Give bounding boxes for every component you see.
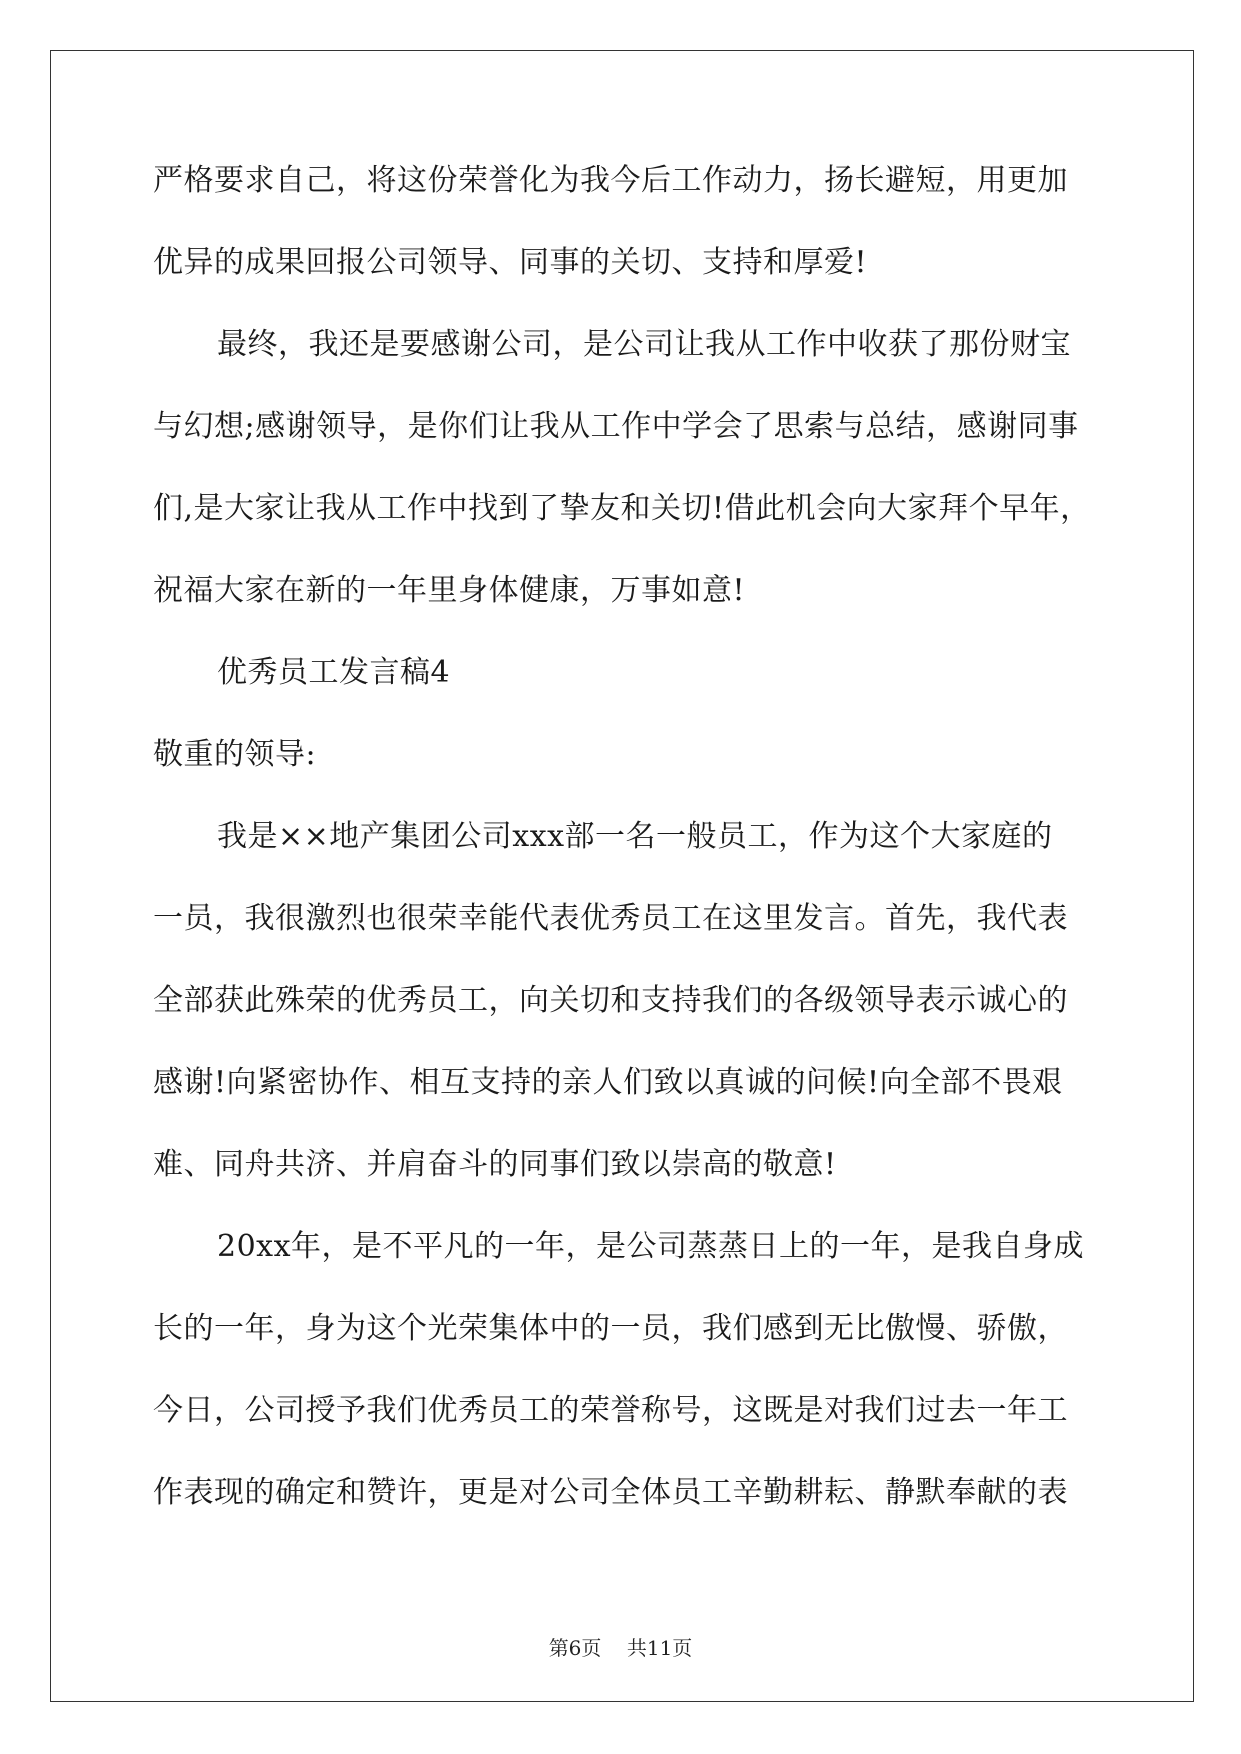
- text-line-10: 一员，我很激烈也很荣幸能代表优秀员工在这里发言。首先，我代表: [153, 901, 1068, 936]
- document-body: [153, 163, 1093, 1557]
- text-line-16: 今日，公司授予我们优秀员工的荣誉称号，这既是对我们过去一年工: [153, 1393, 1068, 1428]
- text-line-12: 感谢!向紧密协作、相互支持的亲人们致以真诚的问候!向全部不畏艰: [153, 1065, 1063, 1100]
- text-line-11: 全部获此殊荣的优秀员工，向关切和支持我们的各级领导表示诚心的: [153, 983, 1068, 1018]
- text-line-14: 20xx年，是不平凡的一年，是公司蒸蒸日上的一年，是我自身成: [217, 1229, 1085, 1264]
- text-line-15: 长的一年，身为这个光荣集体中的一员，我们感到无比傲慢、骄傲，: [153, 1311, 1068, 1346]
- salutation: 敬重的领导:: [153, 737, 317, 772]
- text-line-4: 与幻想;感谢领导，是你们让我从工作中学会了思索与总结，感谢同事: [153, 409, 1079, 444]
- text-line-6: 祝福大家在新的一年里身体健康，万事如意!: [153, 573, 746, 608]
- section-heading: 优秀员工发言稿4: [217, 655, 451, 690]
- page-number: 第6页: [548, 1636, 602, 1660]
- text-line-17: 作表现的确定和赞许，更是对公司全体员工辛勤耕耘、静默奉献的表: [153, 1475, 1068, 1510]
- text-line-3: 最终，我还是要感谢公司，是公司让我从工作中收获了那份财宝: [217, 327, 1071, 362]
- text-line-5: 们,是大家让我从工作中找到了挚友和关切!借此机会向大家拜个早年，: [153, 491, 1091, 526]
- page-footer: [0, 1632, 1241, 1661]
- text-line-2: 优异的成果回报公司领导、同事的关切、支持和厚爱!: [153, 245, 868, 280]
- text-line-9: 我是××地产集团公司xxx部一名一般员工，作为这个大家庭的: [217, 819, 1053, 854]
- footer-spacer: [601, 1636, 626, 1660]
- page-total: 共11页: [626, 1636, 693, 1660]
- text-line-13: 难、同舟共济、并肩奋斗的同事们致以崇高的敬意!: [153, 1147, 837, 1182]
- text-line-1: 严格要求自己，将这份荣誉化为我今后工作动力，扬长避短，用更加: [153, 163, 1068, 198]
